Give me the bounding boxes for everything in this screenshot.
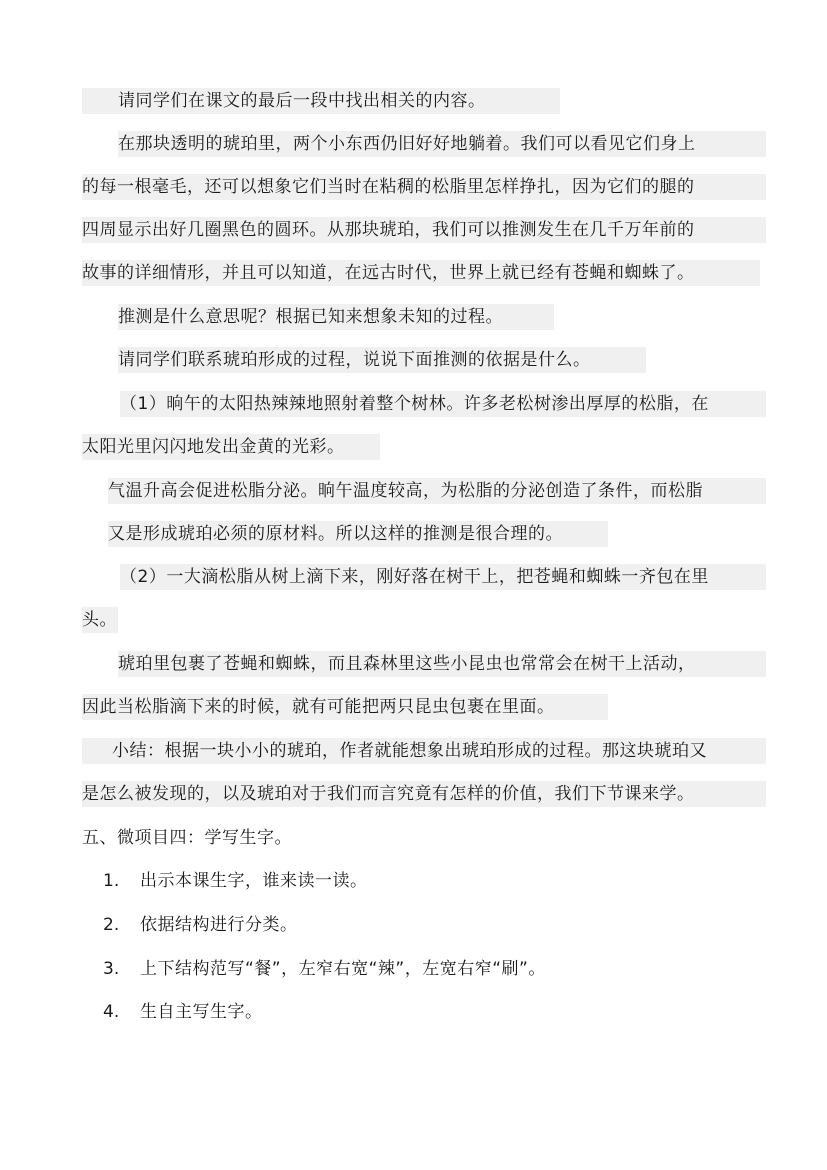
paragraph-line: 太阳光里闪闪地发出金黄的光彩。 [82,434,380,460]
paragraph-line: 小结：根据一块小小的琥珀，作者就能想象出琥珀形成的过程。那这块琥珀又 [82,738,766,764]
step-text: 上下结构范写“餐”，左窄右宽“辣”，左宽右窄“刷”。 [140,959,546,979]
paragraph-line: 请同学们在课文的最后一段中找出相关的内容。 [82,88,560,114]
paragraph-line: 又是形成琥珀必须的原材料。所以这样的推测是很合理的。 [108,521,608,547]
paragraph-line: 的每一根毫毛，还可以想象它们当时在粘稠的松脂里怎样挣扎，因为它们的腿的 [82,174,766,200]
step-number: 3. [103,959,120,979]
section-heading: 五、微项目四：学写生字。 [82,828,292,848]
paragraph-line: 推测是什么意思呢？根据已知来想象未知的过程。 [118,304,554,330]
step-text: 依据结构进行分类。 [140,915,298,935]
paragraph-line: 在那块透明的琥珀里，两个小东西仍旧好好地躺着。我们可以看见它们身上 [118,131,766,157]
paragraph-line: （1）晌午的太阳热辣辣地照射着整个树林。许多老松树渗出厚厚的松脂，在 [120,391,766,417]
step-number: 1. [103,871,120,891]
paragraph-line: 因此当松脂滴下来的时候，就有可能把两只昆虫包裹在里面。 [82,694,608,720]
step-number: 4. [103,1002,120,1022]
paragraph-line: 头。 [82,607,118,633]
paragraph-line: 是怎么被发现的，以及琥珀对于我们而言究竟有怎样的价值，我们下节课来学。 [82,781,766,807]
step-text: 出示本课生字，谁来读一读。 [140,871,368,891]
step-text: 生自主写生字。 [140,1002,263,1022]
paragraph-line: 四周显示出好几圈黑色的圆环。从那块琥珀，我们可以推测发生在几千万年前的 [82,217,766,243]
paragraph-line: 琥珀里包裹了苍蝇和蜘蛛，而且森林里这些小昆虫也常常会在树干上活动， [118,651,766,677]
paragraph-line: 请同学们联系琥珀形成的过程，说说下面推测的依据是什么。 [118,347,646,373]
paragraph-line: 气温升高会促进松脂分泌。晌午温度较高，为松脂的分泌创造了条件，而松脂 [108,478,766,504]
step-number: 2. [103,915,120,935]
paragraph-line: 故事的详细情形，并且可以知道，在远古时代，世界上就已经有苍蝇和蜘蛛了。 [82,260,760,286]
paragraph-line: （2）一大滴松脂从树上滴下来，刚好落在树干上，把苍蝇和蜘蛛一齐包在里 [120,564,766,590]
